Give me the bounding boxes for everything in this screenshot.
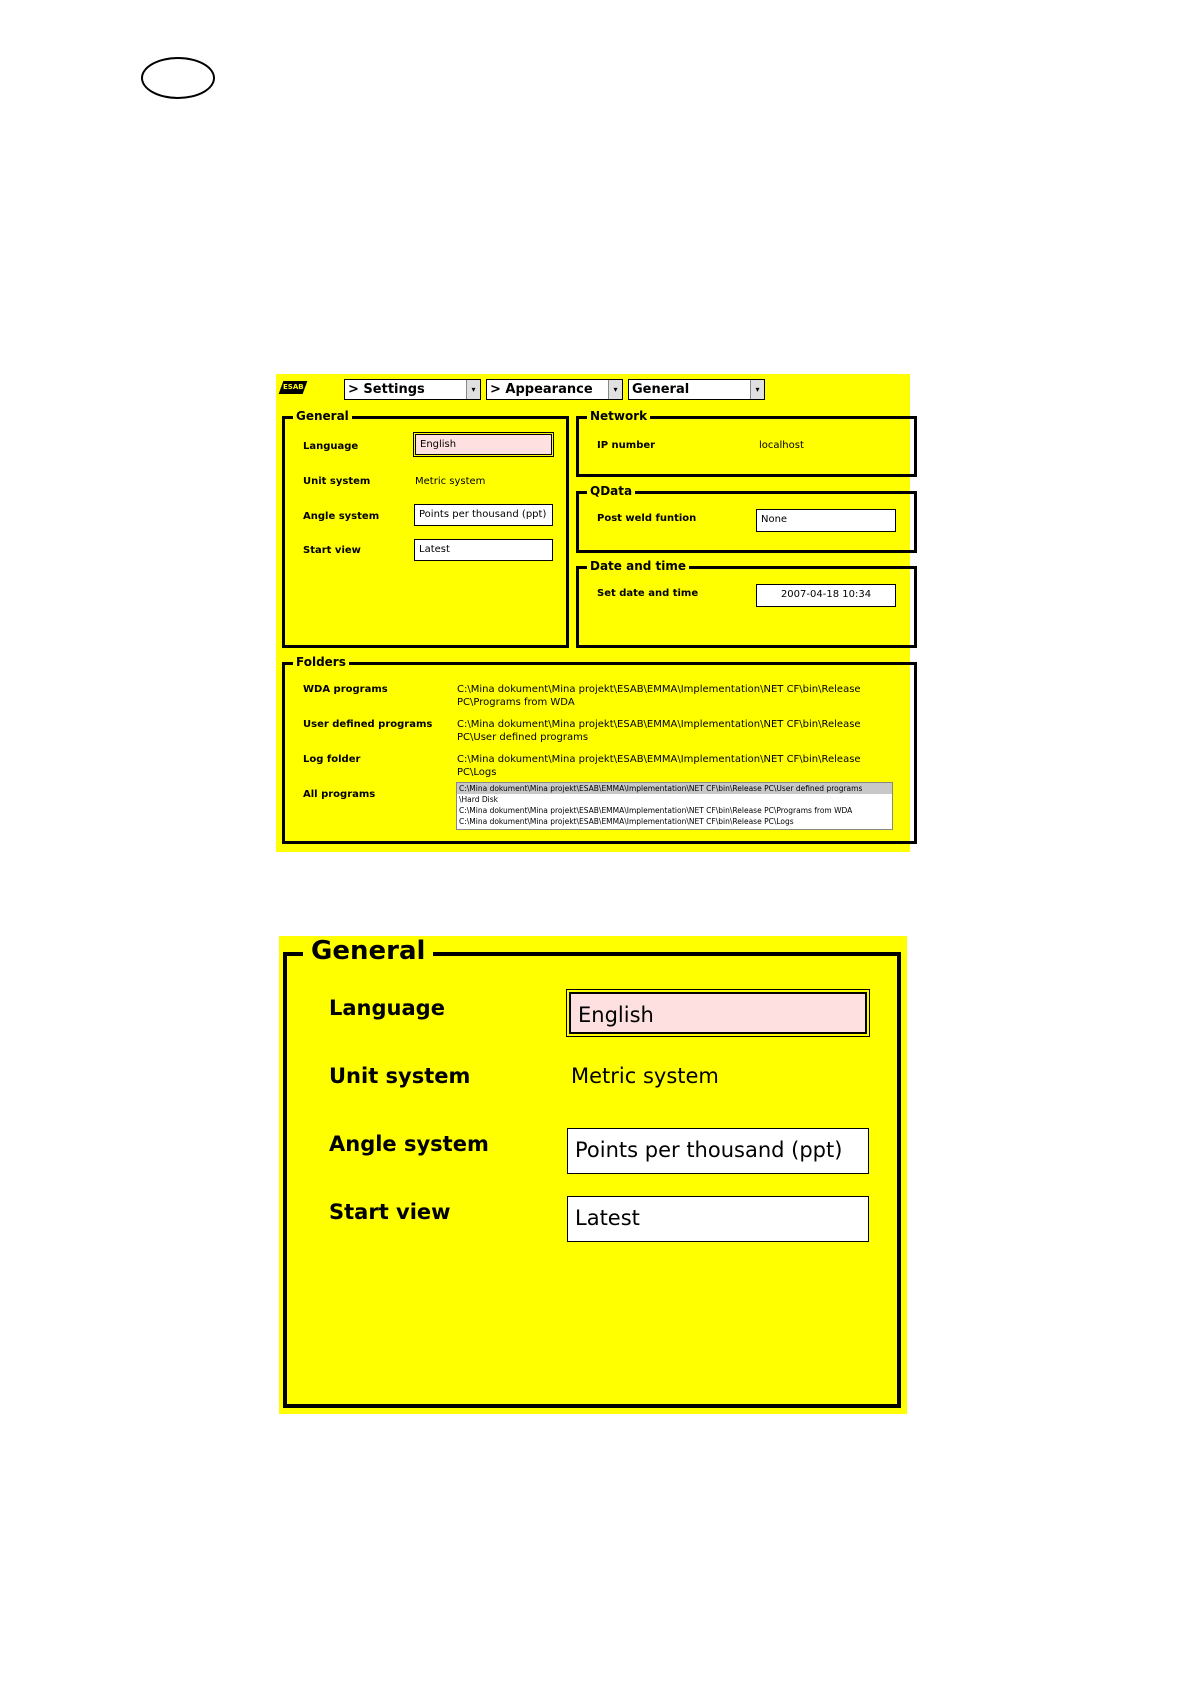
wda-programs-label: WDA programs [303, 684, 388, 695]
start-view-field-zoom[interactable]: Latest [567, 1196, 869, 1242]
start-view-label: Start view [303, 545, 361, 556]
folders-group-title: Folders [293, 655, 349, 669]
list-item[interactable]: C:\Mina dokument\Mina projekt\ESAB\EMMA\Implementation\NET CF\bin\Release PC\Logs [459, 817, 794, 826]
ip-number-value: localhost [759, 440, 804, 451]
log-folder-path: C:\Mina dokument\Mina projekt\ESAB\EMMA\Implementation\NET CF\bin\Release PC\Logs [457, 754, 861, 778]
list-item[interactable]: C:\Mina dokument\Mina projekt\ESAB\EMMA\Implementation\NET CF\bin\Release PC\User defined programs [457, 783, 892, 794]
unit-system-label-zoom: Unit system [329, 1064, 471, 1088]
general-dropdown[interactable] [628, 379, 765, 400]
date-time-group [576, 559, 917, 648]
general-group-title-zoom: General [303, 936, 433, 966]
appearance-dropdown[interactable] [486, 379, 623, 400]
qdata-group-title: QData [587, 484, 635, 498]
start-view-label-zoom: Start view [329, 1200, 451, 1224]
esab-logo: ESAB [279, 381, 308, 394]
general-group [282, 409, 569, 648]
user-programs-path: C:\Mina dokument\Mina projekt\ESAB\EMMA\Implementation\NET CF\bin\Release PC\User defined programs [457, 719, 861, 743]
general-group-zoom [283, 936, 901, 1408]
unit-system-label: Unit system [303, 476, 371, 487]
wda-programs-path: C:\Mina dokument\Mina projekt\ESAB\EMMA\Implementation\NET CF\bin\Release PC\Programs from WDA [457, 684, 861, 708]
ip-number-label: IP number [597, 440, 656, 451]
settings-dropdown[interactable] [344, 379, 481, 400]
date-time-field[interactable]: 2007-04-18 10:34 [756, 584, 896, 607]
all-programs-list[interactable] [456, 782, 893, 830]
all-programs-label: All programs [303, 789, 376, 800]
angle-system-field[interactable]: Points per thousand (ppt) [414, 504, 553, 526]
unit-system-value-zoom: Metric system [571, 1064, 719, 1088]
angle-system-label-zoom: Angle system [329, 1132, 489, 1156]
set-date-time-label: Set date and time [597, 588, 699, 599]
unit-system-value: Metric system [415, 476, 486, 487]
list-item[interactable]: \Hard Disk [459, 795, 498, 804]
settings-screenshot [276, 374, 910, 852]
language-field-zoom[interactable]: English [569, 992, 867, 1034]
chevron-down-icon[interactable]: ▾ [750, 380, 764, 399]
general-dropdown-label: General [632, 382, 690, 397]
chevron-down-icon[interactable]: ▾ [466, 380, 480, 399]
network-group [576, 409, 917, 477]
page-marker-oval [141, 57, 215, 99]
language-label-zoom: Language [329, 996, 445, 1020]
appearance-dropdown-label: > Appearance [490, 382, 593, 397]
list-item[interactable]: C:\Mina dokument\Mina projekt\ESAB\EMMA\Implementation\NET CF\bin\Release PC\Programs from WDA [459, 806, 853, 815]
general-zoom-screenshot [279, 936, 907, 1414]
general-group-title: General [293, 409, 352, 423]
language-field[interactable]: English [415, 434, 552, 455]
qdata-group [576, 484, 917, 553]
log-folder-label: Log folder [303, 754, 361, 765]
start-view-field[interactable]: Latest [414, 539, 553, 561]
chevron-down-icon[interactable]: ▾ [608, 380, 622, 399]
angle-system-field-zoom[interactable]: Points per thousand (ppt) [567, 1128, 869, 1174]
user-programs-label: User defined programs [303, 719, 433, 730]
angle-system-label: Angle system [303, 511, 380, 522]
network-group-title: Network [587, 409, 650, 423]
settings-dropdown-label: > Settings [348, 382, 425, 397]
date-time-group-title: Date and time [587, 559, 689, 573]
post-weld-field[interactable]: None [756, 509, 896, 532]
language-label: Language [303, 441, 359, 452]
post-weld-label: Post weld funtion [597, 513, 697, 524]
folders-group [282, 655, 917, 844]
